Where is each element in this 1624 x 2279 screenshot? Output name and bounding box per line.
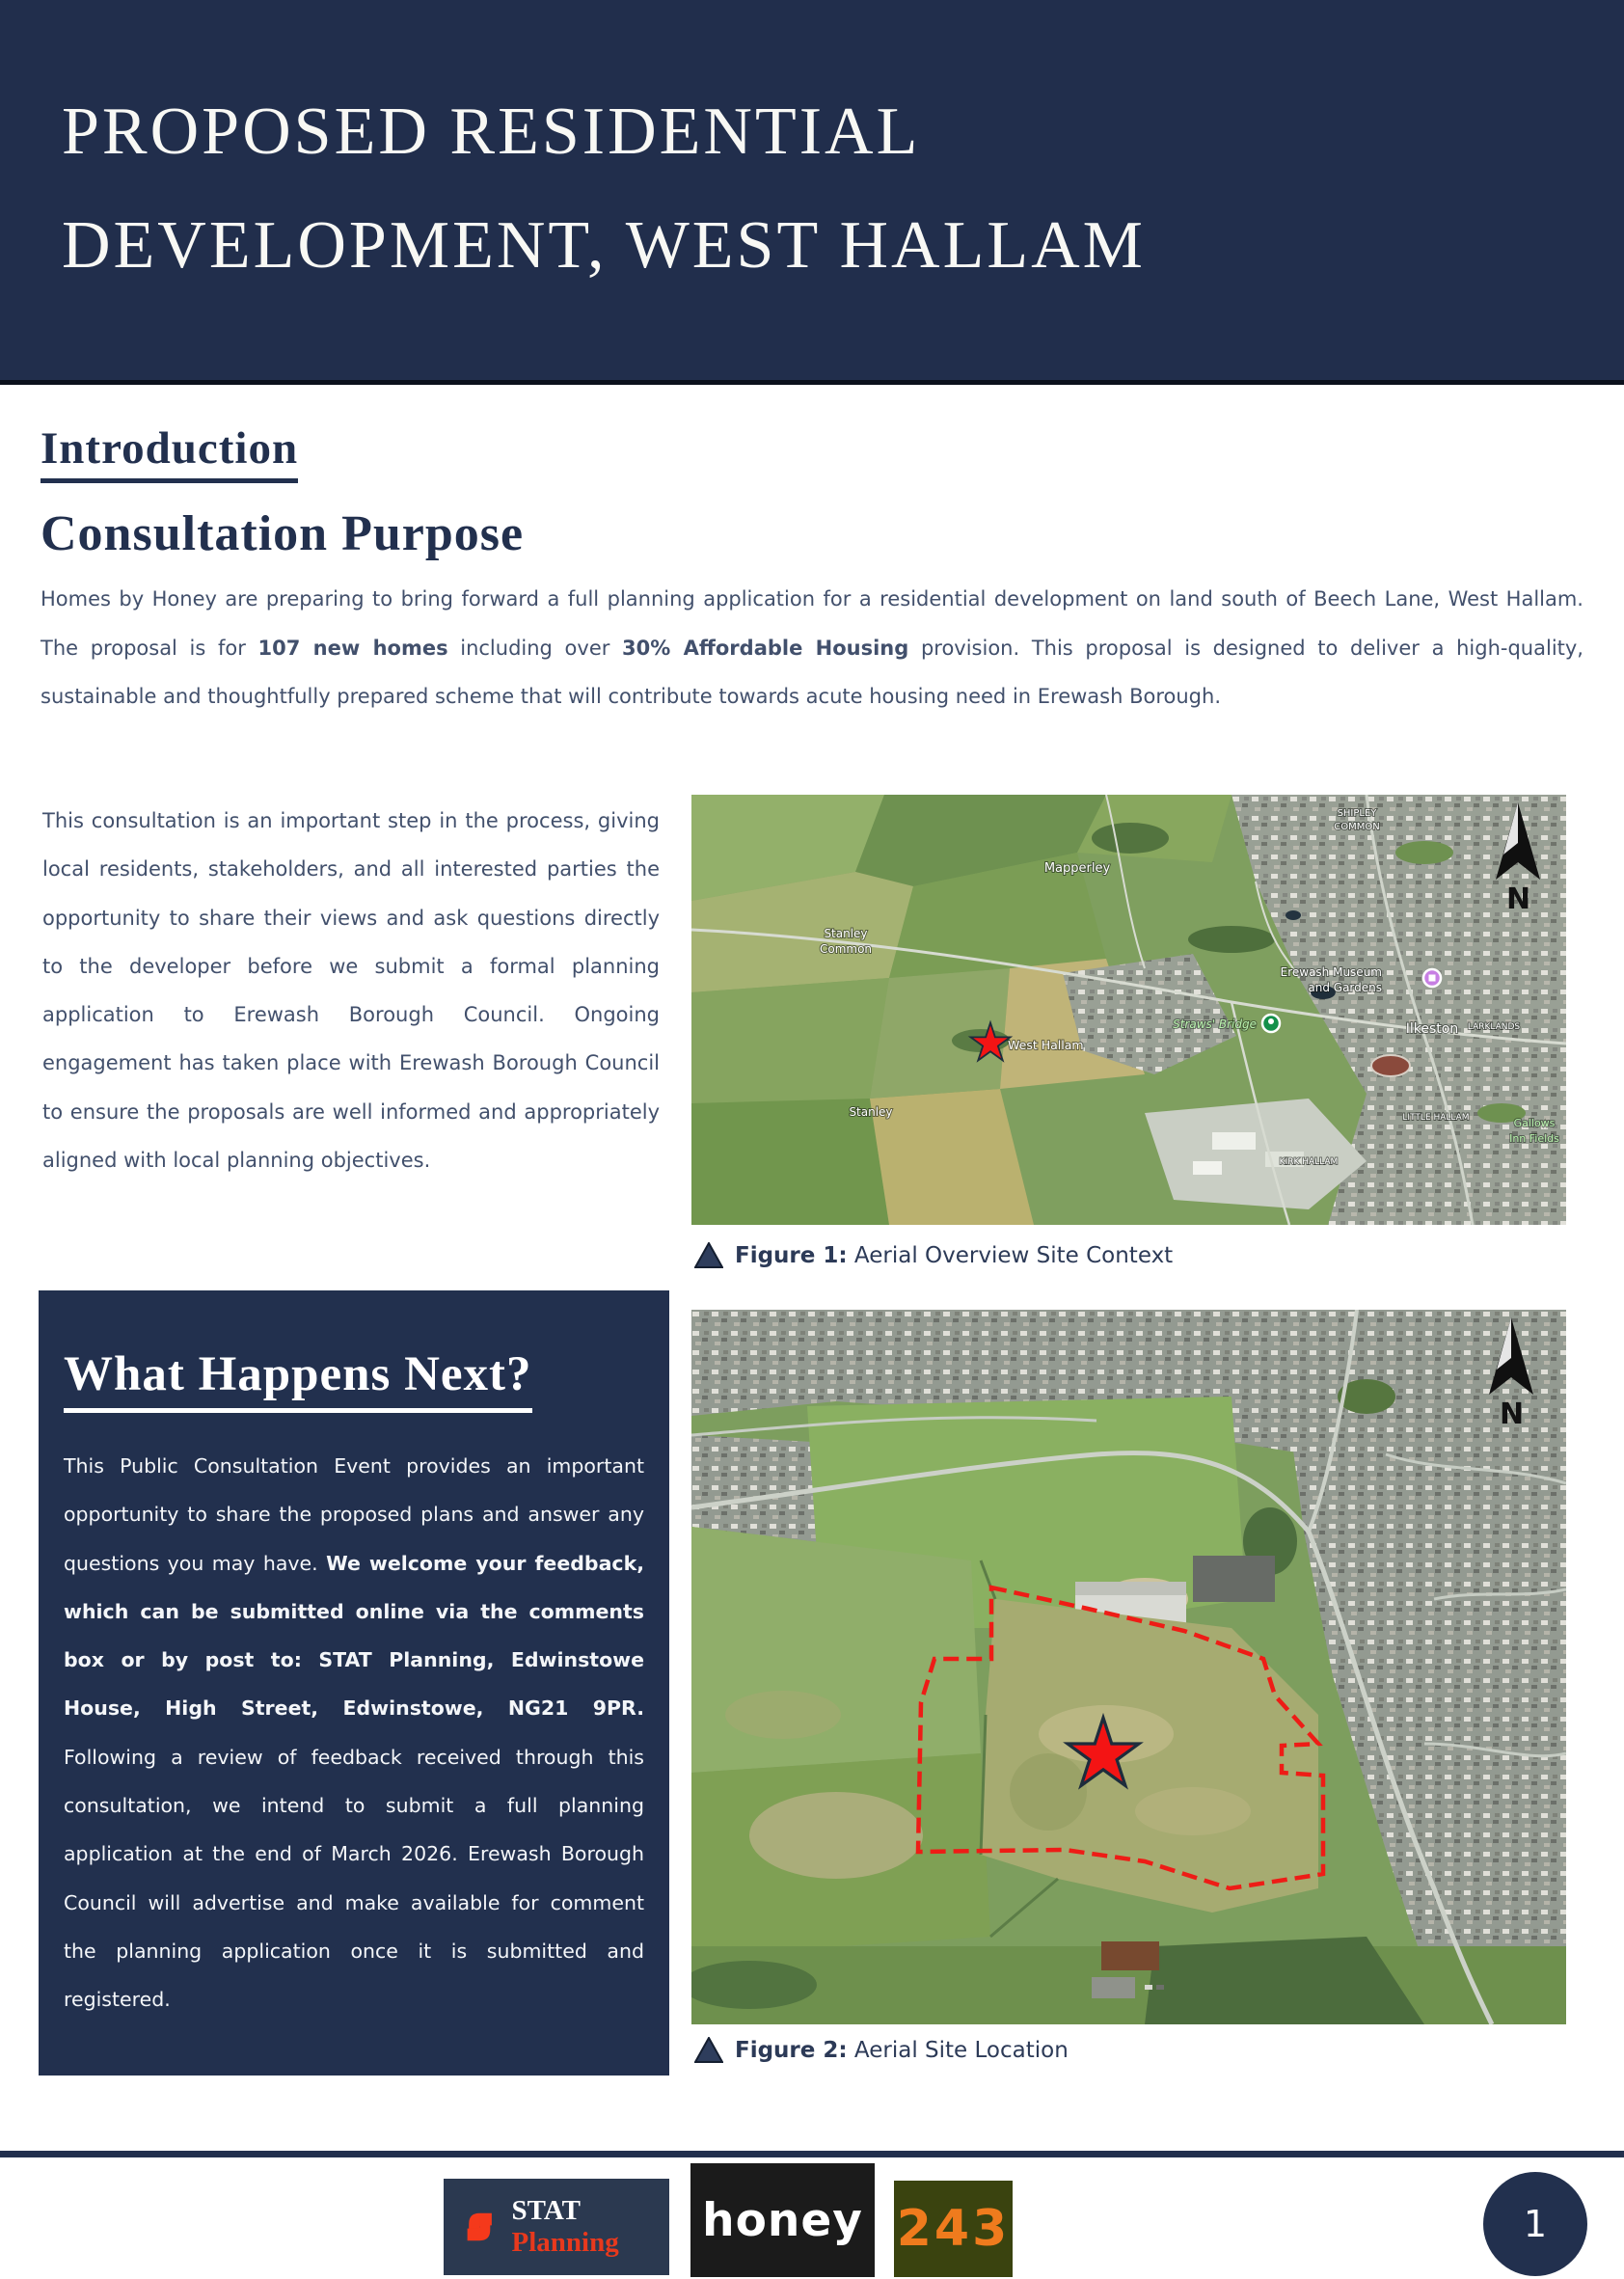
intro-paragraph [41,575,1583,721]
figure1-label: Figure 1: [735,1242,848,1268]
stat-planning-logo [444,2179,669,2275]
honey-logo: honey [690,2163,875,2277]
consultation-paragraph: This consultation is an important step in the process, giving local residents, stakeholders, and all interested parties the opportunity to share their views and ask questions directly to the developer before we submit a formal planning application to Erewash Borough Council. Ongoing engagement has taken place with Erewash Borough Council to ensure the proposals are well informed and appropriately aligned with local planning objectives. [42,809,660,1173]
north-label: N [1500,1397,1525,1431]
consultation-purpose-heading: Consultation Purpose [41,506,525,561]
map-label-little-hallam: LITTLE HALLAM [1402,1113,1470,1123]
figure1-map [691,795,1566,1225]
page-title-line1: PROPOSED RESIDENTIAL [62,95,921,169]
triangle-icon [694,1242,723,1268]
triangle-icon [694,2037,723,2063]
intro-paragraph-text: Homes by Honey are preparing to bring forward a full planning application for a residential development on land south of Beech Lane, West Hallam. The proposal is for [41,587,1583,660]
introduction-heading: Introduction [41,422,298,483]
stat-logo-text: STAT [511,2195,581,2226]
page-title-line2: DEVELOPMENT, WEST HALLAM [62,208,1146,283]
map-label-mapperley: Mapperley [1043,861,1111,876]
map-label-shipley: SHIPLEY [1337,808,1377,819]
map-label-erewash-museum: Erewash Museum [1280,965,1382,979]
map-label-stanley: Stanley [849,1105,893,1119]
museum-poi-icon [1423,969,1441,987]
map-label-shipley2: COMMON [1334,822,1380,832]
figure2-caption [694,2037,1069,2063]
figure2-label: Figure 2: [735,2037,848,2063]
map-label-stanley-common: Stanley [824,927,868,940]
next-text1: This Public Consultation Event provides an important opportunity to share the proposed plans and answer any questions you may have. [64,1454,644,1575]
page-title [0,0,1624,303]
footer-divider [0,2151,1624,2157]
page-number: 1 [1523,2203,1548,2245]
intro-bold-affordable: 30% Affordable Housing [622,636,909,660]
what-happens-next-paragraph [64,1442,644,2024]
next-text2: Following a review of feedback received through this consultation, we intend to submit a full planning application at the end of March 2026. Erewash Borough Council will advertise and make available for comment the planning application once it is submitted and registered. [64,1745,644,2012]
intro-bold-homes: 107 new homes [257,636,448,660]
map-label-stanley-common2: Common [819,942,873,956]
map-label-ilkeston: Ilkeston [1405,1021,1459,1037]
map-label-erewash-museum2: and Gardens [1308,981,1382,994]
figure2-text: Aerial Site Location [847,2037,1069,2063]
stat-logo-accent-text: Planning [511,2227,619,2258]
what-happens-next-heading: What Happens Next? [64,1346,532,1413]
stat-planning-logo-icon [455,2199,504,2255]
map-label-larklands: LARKLANDS [1467,1022,1521,1032]
straws-bridge-poi-icon [1262,1015,1280,1032]
map-label-gallows: Gallows [1513,1117,1556,1129]
figure1-caption [694,1242,1173,1268]
page-number-badge [1483,2172,1587,2276]
figure2-map [691,1310,1566,2024]
what-happens-next-box [39,1290,669,2076]
figure1-text: Aerial Overview Site Context [847,1242,1174,1268]
map-label-west-hallam: West Hallam [1008,1038,1084,1052]
north-label: N [1506,882,1531,916]
page-header [0,0,1624,385]
map-label-kirk-hallam: KIRK HALLAM [1279,1157,1339,1167]
next-bold-feedback: We welcome your feedback, which can be submitted online via the comments box or by post to: STAT Planning, Edwinstowe House, High Street, Edwinstowe, NG21 9PR. [64,1551,644,1721]
243-logo: 243 [894,2181,1013,2277]
map-label-straws-bridge: Straws' Bridge [1173,1017,1257,1031]
intro-paragraph-text3: provision. This proposal is designed to deliver a high-quality, sustainable and thoughtfully prepared scheme that will contribute towards acute housing need in Erewash Borough. [41,636,1583,708]
map-label-gallows2: Inn Fields [1509,1132,1559,1145]
intro-paragraph-text2: including over [447,636,623,660]
